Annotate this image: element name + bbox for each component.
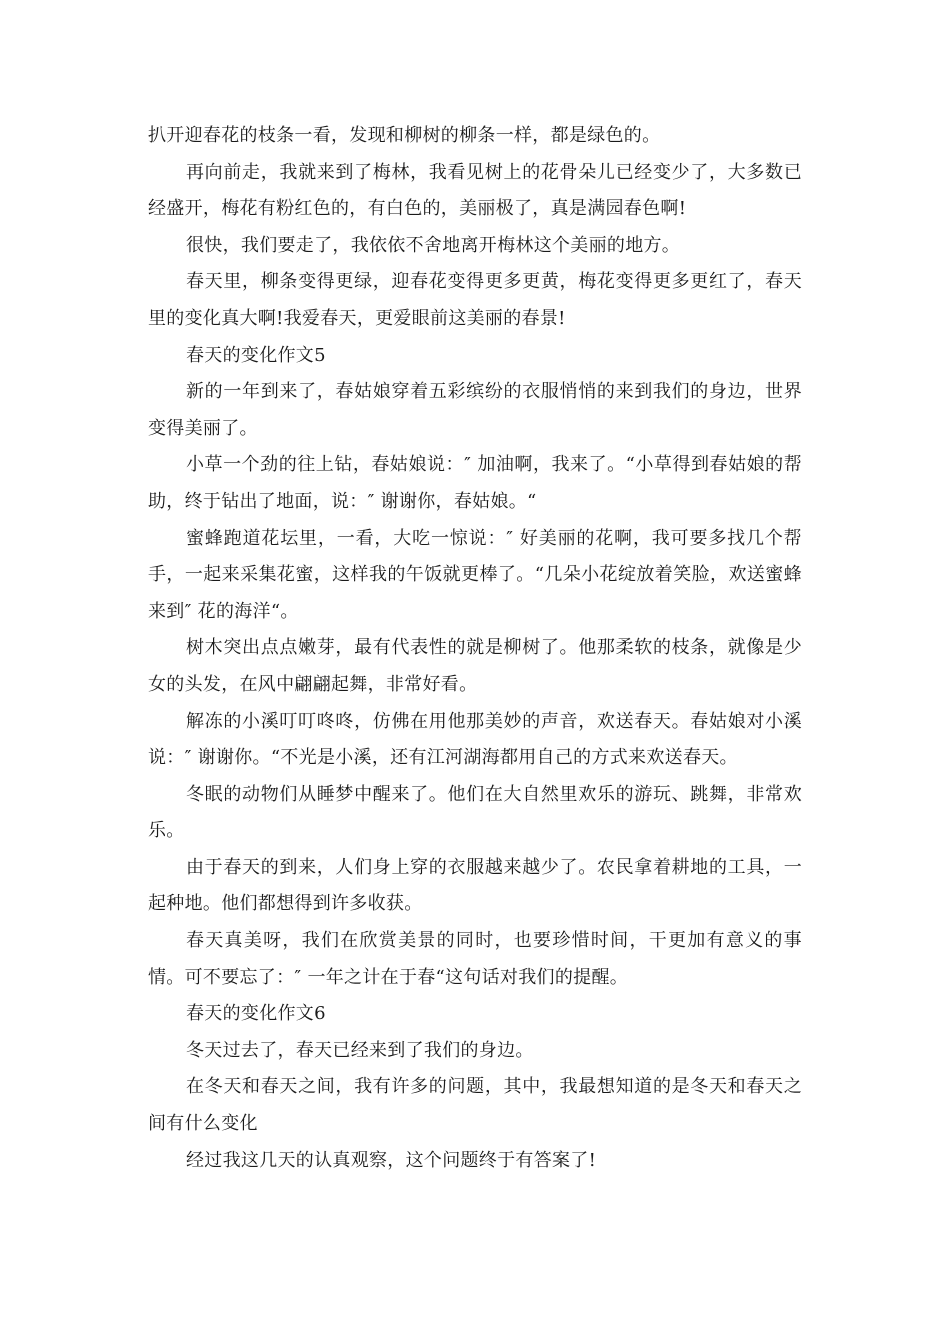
paragraph-4: 春天里，柳条变得更绿，迎春花变得更多更黄，梅花变得更多更红了，春天里的变化真大啊!我爱春天，更爱眼前这美丽的春景! xyxy=(148,271,802,329)
paragraph-7: 小草一个劲的往上钻，春姑娘说：″ 加油啊，我来了。“小草得到春姑娘的帮助，终于钻出了地面，说：″ 谢谢你，春姑娘。“ xyxy=(148,454,802,512)
paragraph-16: 在冬天和春天之间，我有许多的问题，其中，我最想知道的是冬天和春天之间有什么变化 xyxy=(148,1076,802,1135)
document-body xyxy=(148,118,802,1179)
paragraph-8: 蜜蜂跑道花坛里，一看，大吃一惊说：″ 好美丽的花啊，我可要多找几个帮手，一起来采集花蜜，这样我的午饭就更棒了。“几朵小花绽放着笑脸，欢送蜜蜂来到″ 花的海洋“。 xyxy=(148,527,802,622)
paragraph-11: 冬眠的动物们从睡梦中醒来了。他们在大自然里欢乐的游玩、跳舞，非常欢乐。 xyxy=(148,783,802,842)
paragraph-17: 经过我这几天的认真观察，这个问题终于有答案了! xyxy=(186,1149,597,1171)
paragraph-2: 再向前走，我就来到了梅林，我看见树上的花骨朵儿已经变少了，大多数已经盛开，梅花有粉红色的，有白色的，美丽极了，真是满园春色啊! xyxy=(148,161,802,220)
paragraph-15: 冬天过去了，春天已经来到了我们的身边。 xyxy=(186,1039,534,1061)
paragraph-12: 由于春天的到来，人们身上穿的衣服越来越少了。农民拿着耕地的工具，一起种地。他们都想得到许多收获。 xyxy=(148,856,802,915)
paragraph-13: 春天真美呀，我们在欣赏美景的同时，也要珍惜时间，干更加有意义的事情。可不要忘了：″ 一年之计在于春“这句话对我们的提醒。 xyxy=(148,930,802,988)
paragraph-6: 新的一年到来了，春姑娘穿着五彩缤纷的衣服悄悄的来到我们的身边，世界变得美丽了。 xyxy=(148,381,802,439)
section-heading-5: 春天的变化作文5 xyxy=(186,344,326,366)
section-heading-6: 春天的变化作文6 xyxy=(186,1003,326,1025)
paragraph-10: 解冻的小溪叮叮咚咚，仿佛在用他那美妙的声音，欢送春天。春姑娘对小溪说：″ 谢谢你。“不光是小溪，还有江河湖海都用自己的方式来欢送春天。 xyxy=(148,710,802,769)
paragraph-1: 扒开迎春花的枝条一看，发现和柳树的柳条一样，都是绿色的。 xyxy=(148,125,661,146)
paragraph-3: 很快，我们要走了，我依依不舍地离开梅林这个美丽的地方。 xyxy=(186,234,681,256)
paragraph-9: 树木突出点点嫩芽，最有代表性的就是柳树了。他那柔软的枝条，就像是少女的头发，在风中翩翩起舞，非常好看。 xyxy=(148,637,802,695)
